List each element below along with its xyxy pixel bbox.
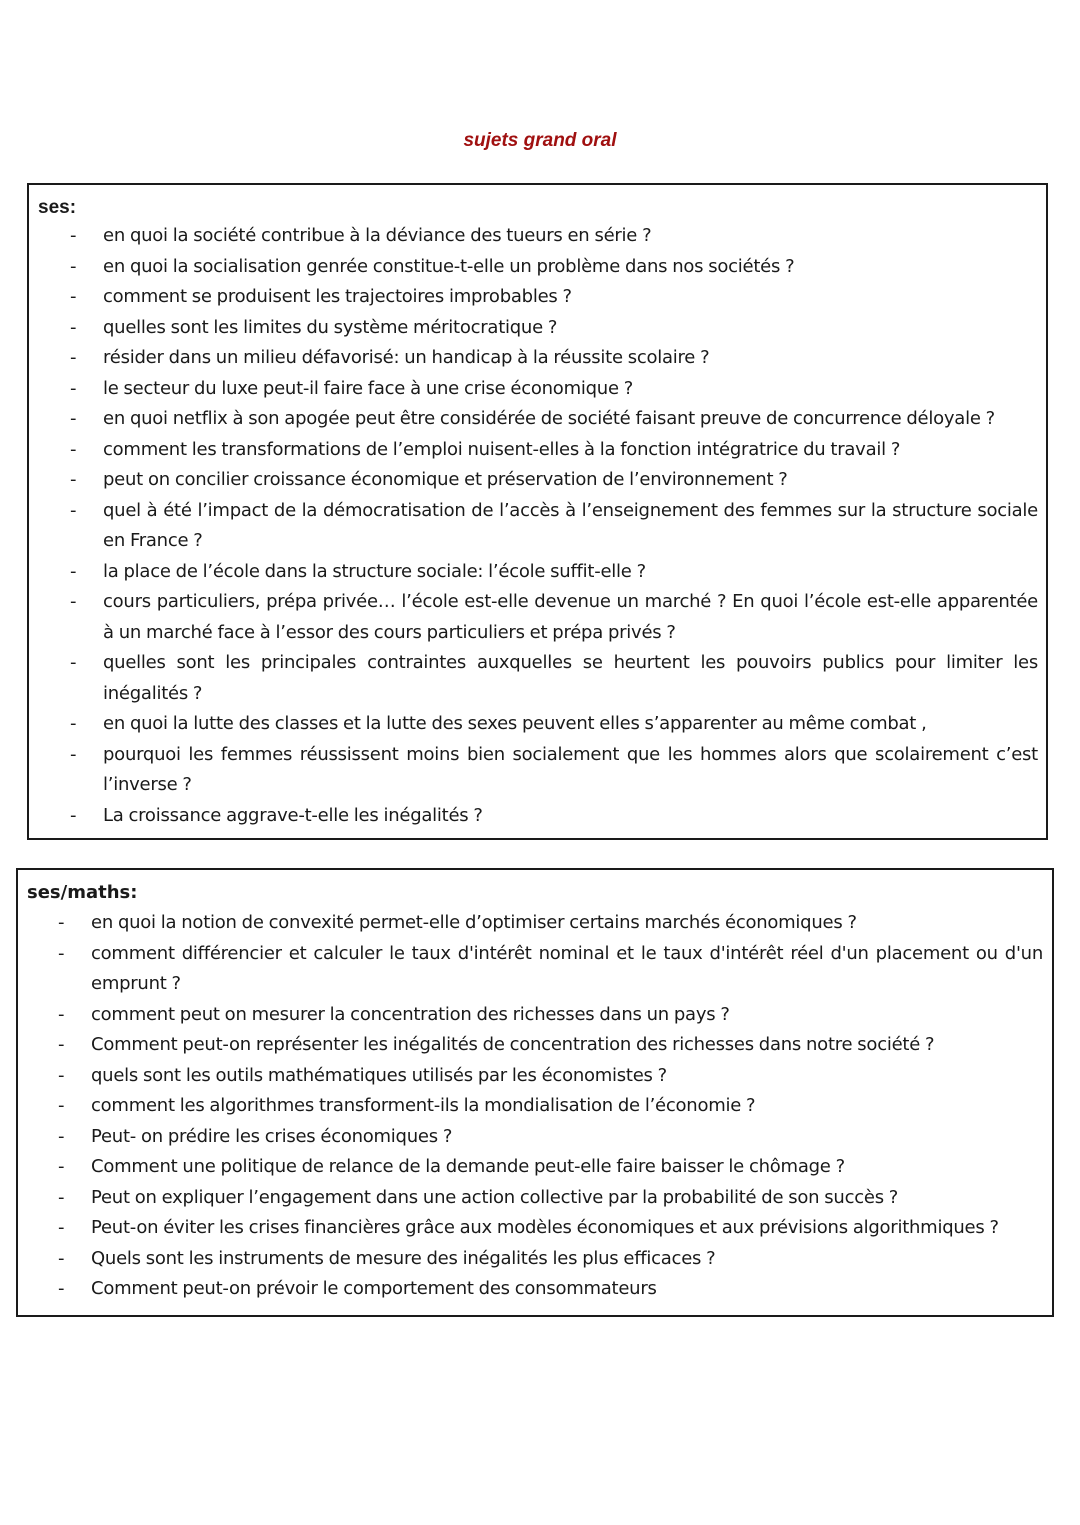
list-item xyxy=(70,343,1038,374)
list-item xyxy=(70,557,1038,588)
question-list-ses xyxy=(70,221,1038,831)
question-text: Comment une politique de relance de la demande peut-elle faire baisser le chômage ? xyxy=(91,1156,845,1177)
question-text: comment les transformations de l’emploi nuisent-elles à la fonction intégratrice du travail ? xyxy=(103,438,901,460)
bullet-dash: - xyxy=(70,255,77,277)
bullet-dash: - xyxy=(70,560,77,582)
bullet-dash: - xyxy=(58,942,65,964)
question-text: en quoi la lutte des classes et la lutte des sexes peuvent elles s’apparenter au même combat , xyxy=(103,713,927,734)
bullet-dash: - xyxy=(70,804,77,826)
bullet-dash: - xyxy=(70,377,77,399)
question-text: quelles sont les principales contraintes auxquelles se heurtent les pouvoirs publics pour limiter les inégalités ? xyxy=(103,652,1038,704)
list-item xyxy=(58,1274,1043,1305)
question-text: Comment peut-on représenter les inégalités de concentration des richesses dans notre société ? xyxy=(91,1034,935,1055)
list-item xyxy=(58,908,1043,939)
list-item xyxy=(58,1061,1043,1092)
bullet-dash: - xyxy=(58,912,65,933)
list-item xyxy=(70,801,1038,832)
list-item xyxy=(70,435,1038,466)
bullet-dash: - xyxy=(58,1125,65,1147)
list-item xyxy=(70,740,1038,801)
bullet-dash: - xyxy=(58,1247,65,1269)
question-text: comment se produisent les trajectoires improbables ? xyxy=(103,286,572,307)
list-item xyxy=(58,1152,1043,1183)
list-item xyxy=(58,1122,1043,1153)
list-item xyxy=(70,465,1038,496)
bullet-dash: - xyxy=(70,316,77,338)
question-text: Comment peut-on prévoir le comportement des consommateurs xyxy=(91,1278,657,1299)
bullet-dash: - xyxy=(70,286,77,307)
bullet-dash: - xyxy=(58,1034,65,1055)
question-text: le secteur du luxe peut-il faire face à une crise économique ? xyxy=(103,377,634,399)
page-title: sujets grand oral xyxy=(463,130,617,151)
question-text: Quels sont les instruments de mesure des inégalités les plus efficaces ? xyxy=(91,1247,716,1269)
bullet-dash: - xyxy=(58,1003,65,1025)
bullet-dash: - xyxy=(70,499,77,521)
bullet-dash: - xyxy=(58,1278,65,1299)
section-ses xyxy=(27,183,1048,840)
bullet-dash: - xyxy=(70,591,77,612)
list-item xyxy=(70,221,1038,252)
list-item xyxy=(58,939,1043,1000)
list-item xyxy=(70,282,1038,313)
list-item xyxy=(70,374,1038,405)
bullet-dash: - xyxy=(70,408,77,429)
question-text: en quoi la société contribue à la déviance des tueurs en série ? xyxy=(103,225,652,246)
bullet-dash: - xyxy=(70,713,77,734)
question-text: quel à été l’impact de la démocratisation de l’accès à l’enseignement des femmes sur la structure sociale en France ? xyxy=(103,499,1038,551)
list-item xyxy=(70,648,1038,709)
question-text: quels sont les outils mathématiques utilisés par les économistes ? xyxy=(91,1064,667,1086)
question-text: comment peut on mesurer la concentration des richesses dans un pays ? xyxy=(91,1003,730,1025)
list-item xyxy=(58,1091,1043,1122)
list-item xyxy=(58,1030,1043,1061)
question-text: quelles sont les limites du système méritocratique ? xyxy=(103,316,558,338)
bullet-dash: - xyxy=(70,743,77,765)
bullet-dash: - xyxy=(58,1156,65,1177)
bullet-dash: - xyxy=(70,225,77,246)
list-item xyxy=(58,1213,1043,1244)
question-text: Peut on expliquer l’engagement dans une action collective par la probabilité de son succès ? xyxy=(91,1186,899,1208)
question-text: peut on concilier croissance économique et préservation de l’environnement ? xyxy=(103,469,788,490)
section-heading-ses-maths: ses/maths: xyxy=(27,882,138,903)
bullet-dash: - xyxy=(70,438,77,460)
list-item xyxy=(70,587,1038,648)
question-text: Peut-on éviter les crises financières grâce aux modèles économiques et aux prévisions algorithmiques ? xyxy=(91,1217,999,1238)
question-text: comment les algorithmes transforment-ils la mondialisation de l’économie ? xyxy=(91,1095,756,1116)
list-item xyxy=(70,313,1038,344)
list-item xyxy=(58,1000,1043,1031)
question-list-ses-maths xyxy=(58,908,1043,1305)
list-item xyxy=(58,1244,1043,1275)
section-heading-ses: ses: xyxy=(38,197,77,218)
bullet-dash: - xyxy=(58,1217,65,1238)
question-text: La croissance aggrave-t-elle les inégalités ? xyxy=(103,804,483,826)
bullet-dash: - xyxy=(70,469,77,490)
question-text: pourquoi les femmes réussissent moins bien socialement que les hommes alors que scolairement c’est l’inverse ? xyxy=(103,743,1038,795)
section-ses-maths xyxy=(16,868,1054,1317)
question-text: en quoi la notion de convexité permet-elle d’optimiser certains marchés économiques ? xyxy=(91,912,857,933)
question-text: en quoi la socialisation genrée constitue-t-elle un problème dans nos sociétés ? xyxy=(103,255,795,277)
list-item xyxy=(70,252,1038,283)
bullet-dash: - xyxy=(58,1186,65,1208)
bullet-dash: - xyxy=(58,1095,65,1116)
question-text: cours particuliers, prépa privée… l’école est-elle devenue un marché ? En quoi l’école est-elle apparentée à un marché face à l’essor des cours particuliers et prépa privés ? xyxy=(103,591,1038,643)
question-text: en quoi netflix à son apogée peut être considérée de société faisant preuve de concurrence déloyale ? xyxy=(103,408,995,429)
question-text: résider dans un milieu défavorisé: un handicap à la réussite scolaire ? xyxy=(103,347,710,368)
list-item xyxy=(70,496,1038,557)
question-text: Peut- on prédire les crises économiques ? xyxy=(91,1125,453,1147)
list-item xyxy=(70,709,1038,740)
bullet-dash: - xyxy=(58,1064,65,1086)
bullet-dash: - xyxy=(70,347,77,368)
question-text: comment différencier et calculer le taux d'intérêt nominal et le taux d'intérêt réel d'un placement ou d'un emprunt ? xyxy=(91,942,1043,994)
list-item xyxy=(70,404,1038,435)
bullet-dash: - xyxy=(70,652,77,673)
question-text: la place de l’école dans la structure sociale: l’école suffit-elle ? xyxy=(103,560,646,582)
list-item xyxy=(58,1183,1043,1214)
